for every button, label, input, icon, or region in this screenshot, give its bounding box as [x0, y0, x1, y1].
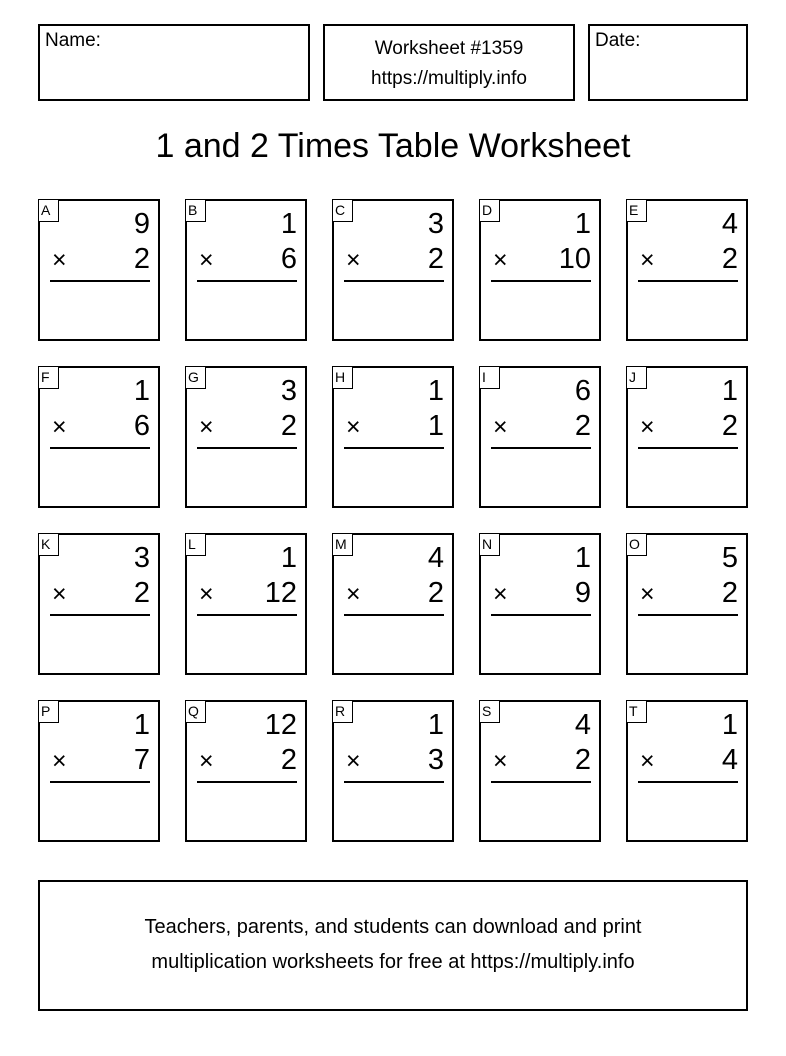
- multiplier: 12: [264, 577, 297, 609]
- problem-card[interactable]: [332, 533, 454, 675]
- problem-card[interactable]: [626, 533, 748, 675]
- problem-label: M: [332, 533, 353, 556]
- date-field-box[interactable]: [588, 24, 748, 101]
- footer-line-2: multiplication worksheets for free at https://multiply.info: [151, 951, 635, 973]
- times-sign: ×: [199, 246, 214, 274]
- multiplicand: 1: [427, 709, 444, 741]
- times-sign: ×: [346, 246, 361, 274]
- answer-line: [344, 614, 444, 616]
- multiplier: 6: [280, 243, 297, 275]
- problem-card[interactable]: [38, 199, 160, 341]
- multiplicand: 1: [574, 542, 591, 574]
- problem-label: A: [38, 199, 59, 222]
- times-sign: ×: [493, 747, 508, 775]
- answer-line: [491, 781, 591, 783]
- multiplicand: 3: [133, 542, 150, 574]
- times-sign: ×: [493, 580, 508, 608]
- answer-line: [50, 614, 150, 616]
- problem-label: I: [479, 366, 500, 389]
- times-sign: ×: [199, 747, 214, 775]
- times-sign: ×: [52, 246, 67, 274]
- problem-card[interactable]: [479, 700, 601, 842]
- multiplicand: 4: [427, 542, 444, 574]
- answer-line: [197, 781, 297, 783]
- problem-label: K: [38, 533, 59, 556]
- worksheet-number: Worksheet #1359: [374, 38, 524, 59]
- multiplier: 7: [133, 744, 150, 776]
- problem-label: H: [332, 366, 353, 389]
- multiplicand: 1: [133, 375, 150, 407]
- multiplicand: 3: [280, 375, 297, 407]
- multiplier: 1: [427, 410, 444, 442]
- multiplicand: 1: [721, 375, 738, 407]
- times-sign: ×: [493, 413, 508, 441]
- answer-line: [50, 447, 150, 449]
- times-sign: ×: [346, 413, 361, 441]
- multiplicand: 12: [264, 709, 297, 741]
- problem-card[interactable]: [332, 366, 454, 508]
- answer-line: [197, 614, 297, 616]
- date-label: Date:: [595, 30, 641, 51]
- problem-label: S: [479, 700, 500, 723]
- worksheet-info-box: [323, 24, 575, 101]
- multiplier: 3: [427, 744, 444, 776]
- multiplicand: 1: [133, 709, 150, 741]
- multiplier: 2: [574, 744, 591, 776]
- name-field-box[interactable]: [38, 24, 310, 101]
- multiplier: 6: [133, 410, 150, 442]
- times-sign: ×: [52, 747, 67, 775]
- multiplicand: 1: [280, 542, 297, 574]
- problem-label: O: [626, 533, 647, 556]
- answer-line: [638, 614, 738, 616]
- problem-card[interactable]: [332, 199, 454, 341]
- problem-card[interactable]: [185, 533, 307, 675]
- problem-label: J: [626, 366, 647, 389]
- times-sign: ×: [52, 580, 67, 608]
- answer-line: [197, 280, 297, 282]
- problem-card[interactable]: [38, 533, 160, 675]
- multiplier: 9: [574, 577, 591, 609]
- times-sign: ×: [640, 413, 655, 441]
- times-sign: ×: [199, 413, 214, 441]
- footer-line-1: Teachers, parents, and students can download and print: [144, 916, 642, 938]
- multiplicand: 9: [133, 208, 150, 240]
- problem-card[interactable]: [185, 700, 307, 842]
- answer-line: [344, 781, 444, 783]
- answer-line: [491, 447, 591, 449]
- multiplicand: 1: [574, 208, 591, 240]
- answer-line: [197, 447, 297, 449]
- times-sign: ×: [640, 580, 655, 608]
- times-sign: ×: [640, 246, 655, 274]
- multiplicand: 1: [721, 709, 738, 741]
- problem-card[interactable]: [38, 700, 160, 842]
- multiplier: 2: [133, 577, 150, 609]
- footer-box: [38, 880, 748, 1011]
- name-label: Name:: [45, 30, 101, 51]
- multiplier: 2: [133, 243, 150, 275]
- problem-label: E: [626, 199, 647, 222]
- multiplier: 2: [427, 577, 444, 609]
- answer-line: [344, 447, 444, 449]
- problem-card[interactable]: [626, 366, 748, 508]
- multiplicand: 4: [721, 208, 738, 240]
- multiplier: 2: [721, 410, 738, 442]
- problem-label: P: [38, 700, 59, 723]
- times-sign: ×: [346, 747, 361, 775]
- multiplier: 10: [558, 243, 591, 275]
- problem-label: N: [479, 533, 500, 556]
- answer-line: [344, 280, 444, 282]
- multiplier: 2: [280, 744, 297, 776]
- times-sign: ×: [199, 580, 214, 608]
- answer-line: [50, 280, 150, 282]
- times-sign: ×: [493, 246, 508, 274]
- answer-line: [491, 280, 591, 282]
- multiplier: 4: [721, 744, 738, 776]
- problem-card[interactable]: [185, 199, 307, 341]
- problem-card[interactable]: [332, 700, 454, 842]
- times-sign: ×: [346, 580, 361, 608]
- problem-label: G: [185, 366, 206, 389]
- problem-card[interactable]: [626, 199, 748, 341]
- problem-card[interactable]: [479, 533, 601, 675]
- multiplicand: 1: [280, 208, 297, 240]
- problem-label: L: [185, 533, 206, 556]
- multiplicand: 5: [721, 542, 738, 574]
- multiplier: 2: [721, 577, 738, 609]
- multiplier: 2: [280, 410, 297, 442]
- problem-card[interactable]: [185, 366, 307, 508]
- multiplicand: 3: [427, 208, 444, 240]
- multiplier: 2: [574, 410, 591, 442]
- problem-label: C: [332, 199, 353, 222]
- page-title: 1 and 2 Times Table Worksheet: [155, 127, 631, 165]
- worksheet-url: https://multiply.info: [371, 68, 527, 89]
- problem-label: B: [185, 199, 206, 222]
- answer-line: [638, 781, 738, 783]
- problem-card[interactable]: [626, 700, 748, 842]
- problem-card[interactable]: [479, 199, 601, 341]
- problem-card[interactable]: [38, 366, 160, 508]
- multiplicand: 1: [427, 375, 444, 407]
- problem-label: Q: [185, 700, 206, 723]
- problem-card[interactable]: [479, 366, 601, 508]
- answer-line: [491, 614, 591, 616]
- times-sign: ×: [640, 747, 655, 775]
- multiplicand: 6: [574, 375, 591, 407]
- multiplicand: 4: [574, 709, 591, 741]
- problem-label: D: [479, 199, 500, 222]
- answer-line: [638, 447, 738, 449]
- answer-line: [638, 280, 738, 282]
- problem-label: T: [626, 700, 647, 723]
- times-sign: ×: [52, 413, 67, 441]
- problem-label: R: [332, 700, 353, 723]
- problem-label: F: [38, 366, 59, 389]
- multiplier: 2: [427, 243, 444, 275]
- multiplier: 2: [721, 243, 738, 275]
- answer-line: [50, 781, 150, 783]
